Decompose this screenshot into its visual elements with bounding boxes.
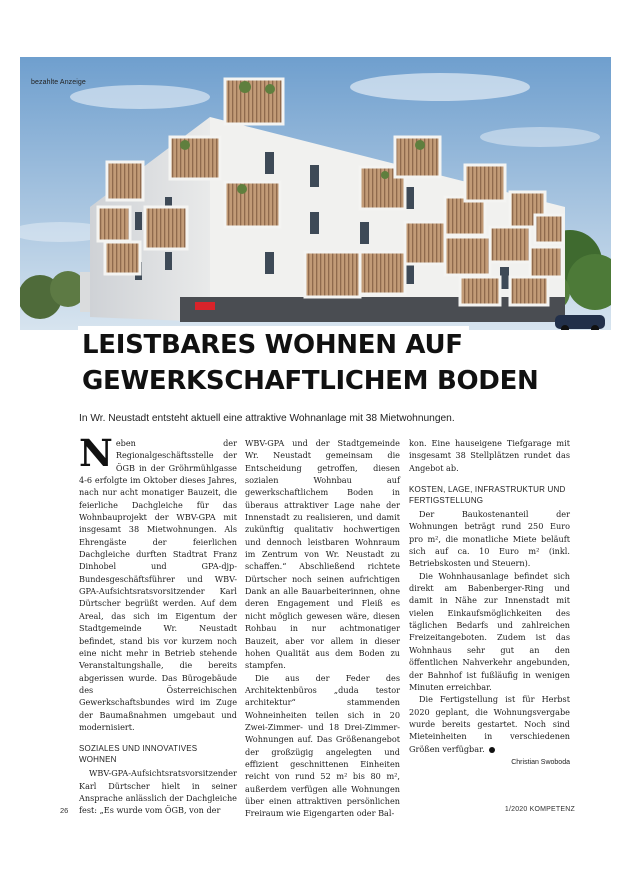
paragraph: kon. Eine hauseigene Tiefgarage mit insgesamt 38 Stellplätzen rundet das Angebot ab. [409, 438, 570, 473]
title-line-2: GEWERKSCHAFTLICHEM BODEN [78, 362, 544, 398]
paragraph: WBV-GPA-Aufsichtsratsvorsitzender Karl Dürtscher hielt in seiner Ansprache anlässlich der Dachgleiche fest: „Es wurde vom ÖGB, von der [79, 768, 237, 816]
paragraph: Die Fertigstellung ist für Herbst 2020 geplant, die Wohnungsvergabe wurde bereits gestartet. Noch sind Mieteinheiten in verschiedenen Größen verfügbar. [409, 694, 570, 754]
paragraph: WBV-GPA und der Stadtgemeinde Wr. Neustadt gemeinsam die Entscheidung getroffen, diesen sozialen Wohnbau auf gewerkschaftlichem Boden in überaus attraktiver Lage nahe der Innenstadt zu realisieren, und damit zukünftig qualitativ hochwertigen und dennoch leistbaren Wohnraum im Zentrum von Wr. Neustadt zu schaffen.“ Abschließend richtete Dürtscher noch seinen aufrichtigen Dank an alle Bauarbeiterinnen, ohne deren Engagement und Fleiß es nicht möglich gewesen wäre, diesen Rohbau in nur achtmonatiger Bauzeit, aber vor allem in dieser hohen Qualität aus dem Boden zu stampfen. [245, 438, 400, 671]
hero-image [20, 57, 611, 330]
page-title [78, 326, 578, 398]
paragraph: Die Wohnhausanlage befindet sich direkt am Babenberger-Ring und damit in Nähe zur Innenstadt mit vielen Einkaufsmöglichkeiten des täglichen Bedarfs und zahlreichen Freizeitangeboten. Zudem ist das Wohnhaus sehr gut an den öffentlichen Nahverkehr angebunden, der Bahnhof ist fußläufig in wenigen Minuten erreichbar. [409, 570, 570, 692]
article-column-3 [409, 437, 570, 769]
title-line-1: LEISTBARES WOHNEN AUF [78, 326, 469, 362]
paragraph: eben der Regionalgeschäftsstelle der ÖGB in der Gröhrmühlgasse 4-6 erfolgte im Oktober dieses Jahres, nach nur acht monatiger Bauzeit, die feierliche Dachgleiche für das Wohnbauprojekt der WBV-GPA mit insgesamt 38 Mietwohnungen. Als Ehrengäste der feierlichen Dachgleiche durften Stadtrat Franz Dinhobel und GPA-djp-Bundesgeschäftsführer und WBV-GPA-Aufsichtsratsvorsitzender Karl Dürtscher begrüßt werden. Auf dem Areal, das sich im Eigentum der Stadtgemeinde Wr. Neustadt befindet, stand bis vor kurzem noch eine nicht mehr in Betrieb stehende Veranstaltungshalle, die bereits abgerissen wurde. Das Bürogebäude des Österreichischen Gewerkschaftsbundes wird im Zuge der Baumaßnahmen umgebaut und modernisiert. [79, 438, 237, 732]
article-column-2 [245, 437, 400, 820]
drop-cap: N [79, 431, 113, 475]
footer-publication: 1/2020 KOMPETENZ [504, 806, 575, 813]
article-column-1 [79, 431, 237, 817]
paid-ad-label: bezahlte Anzeige [31, 79, 86, 86]
section-heading: KOSTEN, LAGE, INFRASTRUKTUR UND FERTIGSTELLUNG [409, 485, 566, 506]
section-heading: SOZIALES UND INNOVATIVES WOHNEN [79, 744, 198, 765]
author: Christian Swoboda [511, 758, 570, 766]
paragraph: Der Baukostenanteil der Wohnungen beträgt rund 250 Euro pro m², die monatliche Miete beläuft sich auf ca. 10 Euro m² (inkl. Betriebskosten und Steuern). [409, 509, 570, 569]
end-mark-icon [489, 747, 495, 753]
subtitle: In Wr. Neustadt entsteht aktuell eine attraktive Wohnanlage mit 38 Mietwohnungen. [79, 413, 455, 424]
page-number: 26 [60, 806, 69, 815]
paragraph: Die aus der Feder des Architektenbüros „duda testor architektur“ stammenden Wohneinheiten teilen sich in 20 Zwei-Zimmer- und 18 Drei-Zimmer-Wohnungen auf. Das Größenangebot der großzügig angelegten und effizient geschnittenen Einheiten reicht von rund 52 m² bis 80 m², außerdem verfügen alle Wohnungen über einen attraktiven persönlichen Freiraum wie Eigengarten oder Bal- [245, 672, 400, 819]
